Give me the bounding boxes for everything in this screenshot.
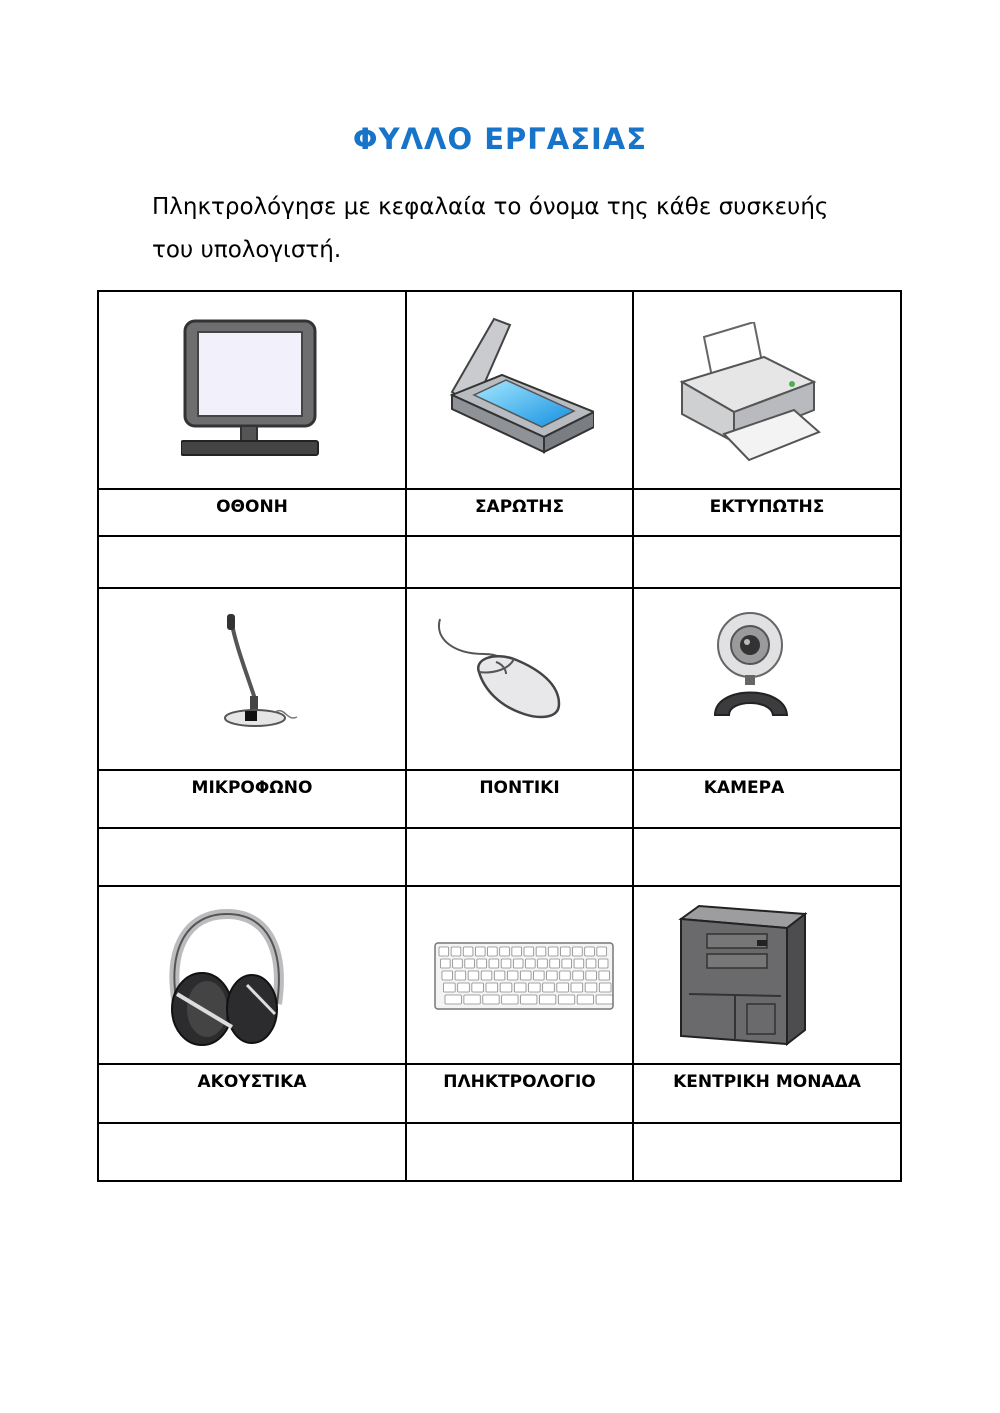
instruction-line-1: Πληκτρολόγησε με κεφαλαία το όνομα της κάθε συσκευής <box>152 194 829 220</box>
device-label: ΣΑΡΩΤΗΣ <box>474 497 565 517</box>
table-divider <box>99 488 900 490</box>
device-label: ΟΘΟΝΗ <box>216 497 288 517</box>
mouse-icon <box>434 614 564 722</box>
device-label: ΠΟΝΤΙΚΙ <box>479 778 560 798</box>
table-divider <box>99 1063 900 1065</box>
monitor-icon <box>181 317 321 462</box>
table-divider <box>99 885 900 887</box>
webcam-icon <box>707 607 797 722</box>
instruction-text <box>152 186 872 272</box>
table-divider <box>405 292 407 1180</box>
answer-field[interactable] <box>407 829 632 885</box>
device-label: ΑΚΟΥΣΤΙΚΑ <box>197 1072 307 1092</box>
device-table <box>97 290 902 1182</box>
device-label: ΕΚΤΥΠΩΤΗΣ <box>709 497 825 517</box>
scanner-icon <box>444 317 594 465</box>
device-label: ΠΛΗΚΤΡΟΛΟΓΙΟ <box>443 1072 596 1092</box>
keyboard-icon <box>434 942 614 1010</box>
answer-field[interactable] <box>407 537 632 587</box>
answer-field[interactable] <box>99 537 405 587</box>
answer-field[interactable] <box>634 537 900 587</box>
microphone-icon <box>217 614 307 729</box>
answer-field[interactable] <box>407 1124 632 1180</box>
answer-field[interactable] <box>99 829 405 885</box>
device-label: ΚΕΝΤΡΙΚΗ ΜΟΝΑΔΑ <box>673 1072 861 1092</box>
instruction-line-2: του υπολογιστή. <box>152 237 342 263</box>
device-label: ΚΑΜΕΡΑ <box>703 778 785 798</box>
device-label: ΜΙΚΡΟΦΩΝΟ <box>191 778 313 798</box>
table-divider <box>99 769 900 771</box>
printer-icon <box>674 322 824 470</box>
worksheet-title: ΦΥΛΛΟ ΕΡΓΑΣΙΑΣ <box>352 122 648 156</box>
table-divider <box>632 292 634 1180</box>
headphones-icon <box>167 909 287 1049</box>
computer-tower-icon <box>677 904 807 1046</box>
answer-field[interactable] <box>634 1124 900 1180</box>
answer-field[interactable] <box>634 829 900 885</box>
answer-field[interactable] <box>99 1124 405 1180</box>
table-divider <box>99 587 900 589</box>
